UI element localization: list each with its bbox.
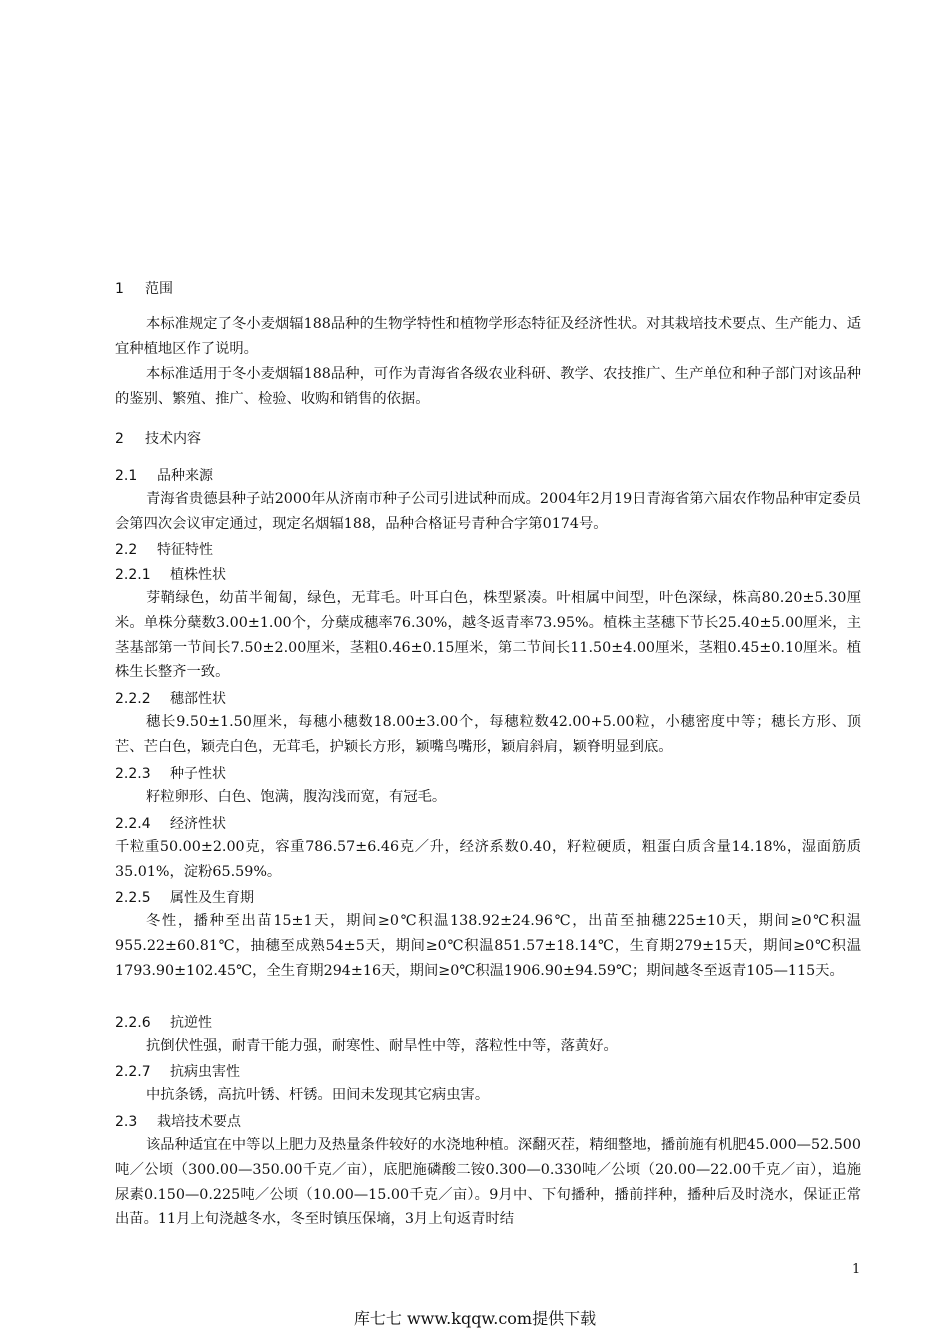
paragraph: 该品种适宜在中等以上肥力及热量条件较好的水浇地种植。深翻灭茬，精细整地，播前施有机肥45.000—52.500吨／公顷（300.00—350.00千克／亩），底肥施磷酸二铵0.300—0.330吨／公顷（20.00—22.00千克／亩），追施尿素0.150—0.225吨／公顷（10.00—15.00千克／亩）。9月中、下旬播种，播前拌种，播种后及时浇水，保证正常出苗。11月上旬浇越冬水，冬至时镇压保墒，3月上旬返青时结 bbox=[115, 1137, 861, 1228]
subsection-heading bbox=[115, 539, 213, 559]
section-number: 2.2.3 bbox=[115, 766, 151, 782]
section-title: 穗部性状 bbox=[170, 691, 226, 707]
section-number: 2.2.7 bbox=[115, 1064, 151, 1080]
subsection-heading bbox=[115, 1111, 241, 1131]
paragraph: 抗倒伏性强，耐青干能力强，耐寒性、耐旱性中等，落粒性中等，落黄好。 bbox=[146, 1038, 618, 1054]
subsection-heading bbox=[115, 1061, 240, 1081]
section-heading bbox=[115, 428, 201, 448]
paragraph: 穗长9.50±1.50厘米，每穗小穗数18.00±3.00个，每穗粒数42.00+5.00粒，小穗密度中等；穗长方形、顶芒、芒白色，颖壳白色，无茸毛，护颖长方形，颖嘴鸟嘴形，颖肩斜肩，颖脊明显到底。 bbox=[115, 714, 861, 755]
subsection-heading bbox=[115, 813, 226, 833]
section-number: 2.2.2 bbox=[115, 691, 151, 707]
section-heading bbox=[115, 278, 173, 298]
section-title: 经济性状 bbox=[170, 816, 226, 832]
paragraph: 芽鞘绿色，幼苗半匍匐，绿色，无茸毛。叶耳白色，株型紧凑。叶相属中间型，叶色深绿，株高80.20±5.30厘米。单株分蘖数3.00±1.00个，分蘖成穗率76.30%，越冬返青率73.95%。植株主茎穗下节长25.40±5.00厘米，主茎基部第一节间长7.50±2.00厘米，茎粗0.46±0.15厘米，第二节间长11.50±4.00厘米，茎粗0.45±0.10厘米。植株生长整齐一致。 bbox=[115, 590, 861, 681]
section-number: 1 bbox=[115, 281, 124, 297]
paragraph: 本标准适用于冬小麦烟辐188品种，可作为青海省各级农业科研、教学、农技推广、生产单位和种子部门对该品种的鉴别、繁殖、推广、检验、收购和销售的依据。 bbox=[115, 366, 861, 407]
section-title: 技术内容 bbox=[145, 431, 201, 447]
section-title: 属性及生育期 bbox=[170, 890, 254, 906]
section-title: 种子性状 bbox=[170, 766, 226, 782]
section-number: 2.2.4 bbox=[115, 816, 151, 832]
section-number: 2.1 bbox=[115, 468, 138, 484]
section-number: 2.3 bbox=[115, 1114, 138, 1130]
section-number: 2 bbox=[115, 431, 124, 447]
footer-watermark: 库七七 www.kqqw.com提供下载 bbox=[353, 1309, 597, 1328]
section-title: 品种来源 bbox=[157, 468, 213, 484]
section-number: 2.2.6 bbox=[115, 1015, 151, 1031]
section-title: 栽培技术要点 bbox=[157, 1114, 241, 1130]
section-title: 抗病虫害性 bbox=[170, 1064, 240, 1080]
section-title: 抗逆性 bbox=[170, 1015, 212, 1031]
section-number: 2.2.5 bbox=[115, 890, 151, 906]
subsection-heading bbox=[115, 763, 226, 783]
page-number: 1 bbox=[852, 1262, 861, 1277]
section-title: 特征特性 bbox=[157, 542, 213, 558]
subsection-heading bbox=[115, 564, 226, 584]
section-title: 植株性状 bbox=[170, 567, 226, 583]
section-number: 2.2 bbox=[115, 542, 138, 558]
subsection-heading bbox=[115, 688, 226, 708]
paragraph: 本标准规定了冬小麦烟辐188品种的生物学特性和植物学形态特征及经济性状。对其栽培技术要点、生产能力、适宜种植地区作了说明。 bbox=[115, 316, 861, 357]
paragraph: 冬性，播种至出苗15±1天，期间≥0℃积温138.92±24.96℃，出苗至抽穗225±10天，期间≥0℃积温955.22±60.81℃，抽穗至成熟54±5天，期间≥0℃积温851.57±18.14℃，生育期279±15天，期间≥0℃积温1793.90±102.45℃，全生育期294±16天，期间≥0℃积温1906.90±94.59℃；期间越冬至返青105—115天。 bbox=[115, 913, 861, 979]
section-number: 2.2.1 bbox=[115, 567, 151, 583]
paragraph: 中抗条锈，高抗叶锈、杆锈。田间未发现其它病虫害。 bbox=[146, 1087, 490, 1103]
paragraph: 千粒重50.00±2.00克，容重786.57±6.46克／升，经济系数0.40，籽粒硬质，粗蛋白质含量14.18%，湿面筋质35.01%，淀粉65.59%。 bbox=[115, 839, 861, 880]
subsection-heading bbox=[115, 887, 254, 907]
section-title: 范围 bbox=[145, 281, 173, 297]
paragraph: 青海省贵德县种子站2000年从济南市种子公司引进试种而成。2004年2月19日青海省第六届农作物品种审定委员会第四次会议审定通过，现定名烟辐188，品种合格证号青种合字第0174号。 bbox=[115, 491, 861, 532]
subsection-heading bbox=[115, 1012, 212, 1032]
subsection-heading bbox=[115, 465, 213, 485]
paragraph: 籽粒卵形、白色、饱满，腹沟浅而宽，有冠毛。 bbox=[146, 789, 447, 805]
